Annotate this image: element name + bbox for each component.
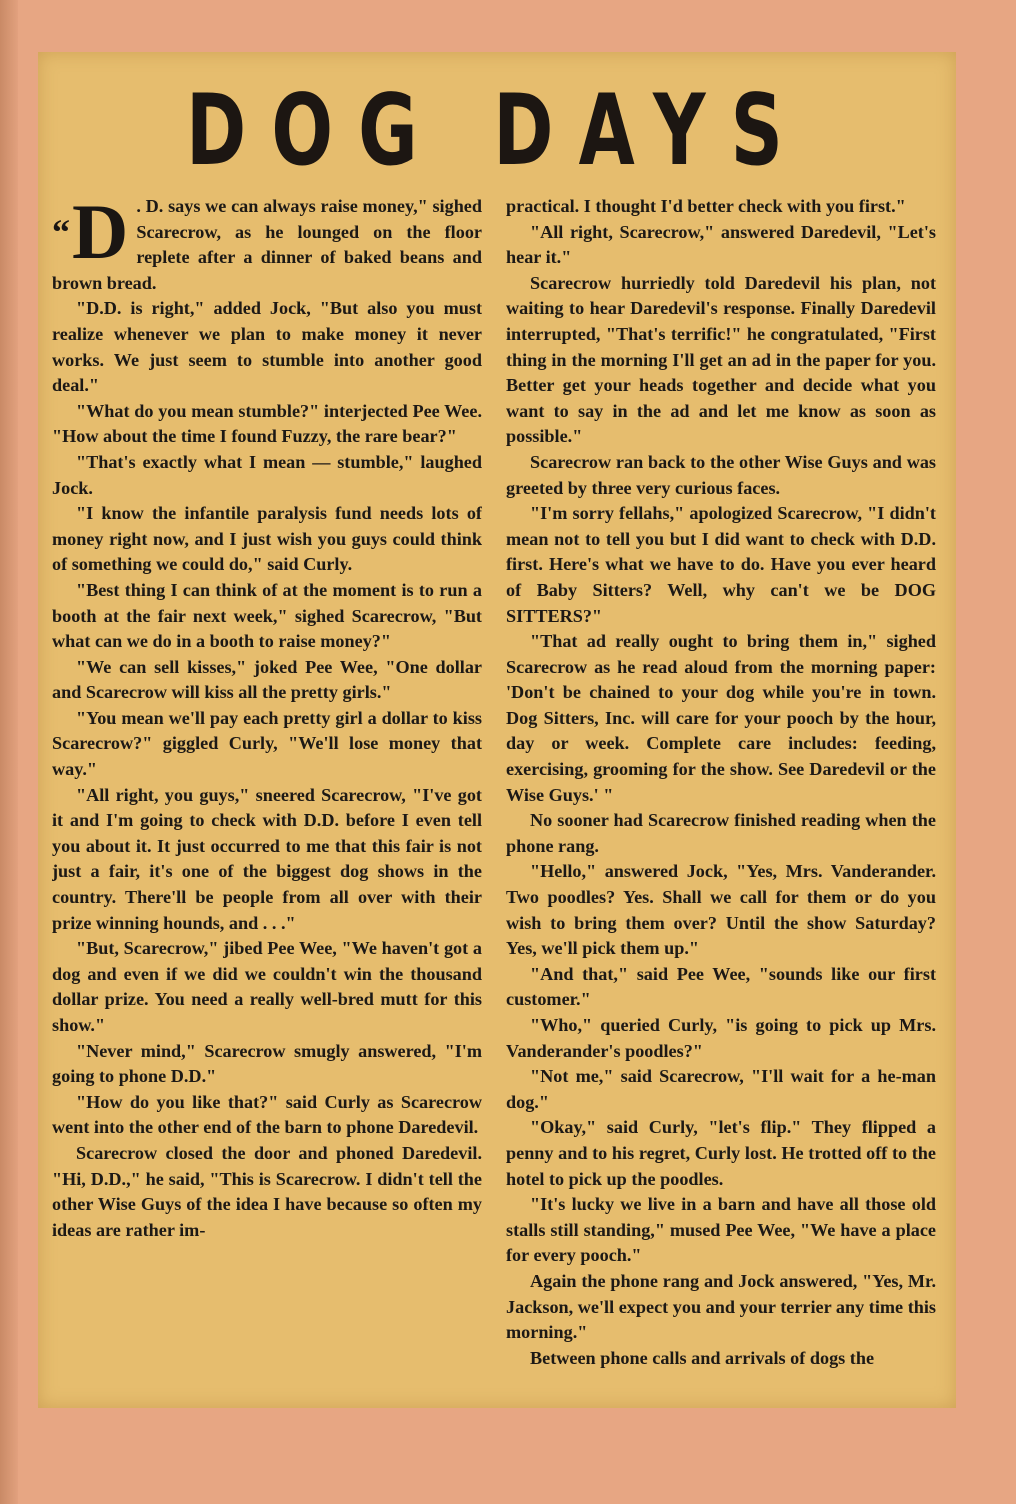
right-paragraph: "Hello," answered Jock, "Yes, Mrs. Vanderander. Two poodles? Yes. Shall we call for them or do you wish to bring them over? Until the show Saturday? Yes, we'll pick them up." — [506, 861, 936, 959]
left-paragraph: "You mean we'll pay each pretty girl a dollar to kiss Scarecrow?" giggled Curly, "We'll lose money that way." — [52, 707, 482, 780]
right-paragraph: Between phone calls and arrivals of dogs the — [530, 1347, 875, 1368]
left-paragraph: "That's exactly what I mean — stumble," laughed Jock. — [52, 451, 482, 498]
right-paragraph: "And that," said Pee Wee, "sounds like our first customer." — [506, 963, 936, 1010]
drop-cap-quote: “ — [52, 212, 70, 252]
page-edge — [0, 0, 18, 1504]
right-paragraph: "It's lucky we live in a barn and have all those old stalls still standing," mused Pee Wee, "We have a place for every pooch." — [506, 1194, 936, 1266]
left-paragraph: "Best thing I can think of at the moment is to run a booth at the fair next week," sighed Scarecrow, "But what can we do in a booth to raise money?" — [52, 579, 482, 652]
right-paragraph: No sooner had Scarecrow finished reading when the phone rang. — [506, 810, 936, 856]
right-paragraph: "That ad really ought to bring them in," sighed Scarecrow as he read aloud from the morning paper: 'Don't be chained to your dog while you're in town. Dog Sitters, Inc. will care for your pooch by the hour, day or week. Complete care includes: feeding, exercising, grooming for the show. See Daredevil or the Wise Guys.' " — [506, 631, 936, 805]
right-paragraph: practical. I thought I'd better check with you first." — [506, 196, 906, 216]
drop-cap-letter: D — [72, 194, 129, 275]
left-paragraph: "But, Scarecrow," jibed Pee Wee, "We haven't got a dog and even if we did we couldn't win the thousand dollar prize. You need a really well-bred mutt for this show." — [52, 938, 482, 1035]
story-panel — [38, 52, 956, 1408]
right-paragraph: "Not me," said Scarecrow, "I'll wait for a he-man dog." — [506, 1066, 936, 1112]
right-paragraph: "All right, Scarecrow," answered Daredevil, "Let's hear it." — [506, 221, 936, 268]
right-paragraph: Scarecrow ran back to the other Wise Guys and was greeted by three very curious faces. — [506, 451, 936, 498]
left-paragraph: "D.D. is right," added Jock, "But also you must realize whenever we plan to make money it never works. We just seem to stumble into another good deal." — [52, 298, 482, 396]
left-paragraph: "All right, you guys," sneered Scarecrow, "I've got it and I'm going to check with D.D. before I even tell you about it. It just occurred to me that this fair is not just a fair, it's one of the biggest dog shows in the country. There'll be people from all over with their prize winning hounds, and . . ." — [52, 784, 482, 933]
story-title: DOG DAYS — [185, 74, 809, 188]
right-column — [506, 194, 936, 1404]
right-paragraph: Again the phone rang and Jock answered, "Yes, Mr. Jackson, we'll expect you and your terrier any time this morning." — [506, 1270, 936, 1343]
left-paragraph — [52, 194, 482, 296]
left-column — [52, 194, 482, 1404]
right-paragraph: "Who," queried Curly, "is going to pick up Mrs. Vanderander's poodles?" — [506, 1015, 936, 1061]
left-paragraph: Scarecrow closed the door and phoned Daredevil. "Hi, D.D.," he said, "This is Scarecrow. I didn't tell the other Wise Guys of the idea I have because so often my ideas are rather im- — [52, 1142, 482, 1240]
left-paragraph: "How do you like that?" said Curly as Scarecrow went into the other end of the barn to phone Daredevil. — [52, 1091, 482, 1138]
left-paragraph: "We can sell kisses," joked Pee Wee, "One dollar and Scarecrow will kiss all the pretty girls." — [52, 656, 482, 703]
left-paragraph: "What do you mean stumble?" interjected Pee Wee. "How about the time I found Fuzzy, the rare bear?" — [52, 400, 482, 447]
left-paragraph-text: . D. says we can always raise money," sighed Scarecrow, as he lounged on the floor replete after a dinner of baked beans and brown bread. — [52, 196, 482, 293]
right-paragraph: "Okay," said Curly, "let's flip." They flipped a penny and to his regret, Curly lost. He trotted off to the hotel to pick up the poodles. — [506, 1117, 936, 1189]
left-paragraph: "I know the infantile paralysis fund needs lots of money right now, and I just wish you guys could think of something we could do," said Curly. — [52, 503, 482, 575]
right-paragraph: Scarecrow hurriedly told Daredevil his plan, not waiting to hear Daredevil's response. Finally Daredevil interrupted, "That's terrific!" he congratulated, "First thing in the morning I'll get an ad in the paper for you. Better get your heads together and decide what you want to say in the ad and let me know as soon as possible." — [506, 272, 936, 447]
left-paragraph: "Never mind," Scarecrow smugly answered, "I'm going to phone D.D." — [52, 1040, 482, 1087]
drop-cap — [52, 194, 129, 275]
right-paragraph: "I'm sorry fellahs," apologized Scarecrow, "I didn't mean not to tell you but I did want to check with D.D. first. Here's what we have to do. Have you ever heard of Baby Sitters? Well, why can't we be DOG SITTERS?" — [506, 503, 936, 626]
